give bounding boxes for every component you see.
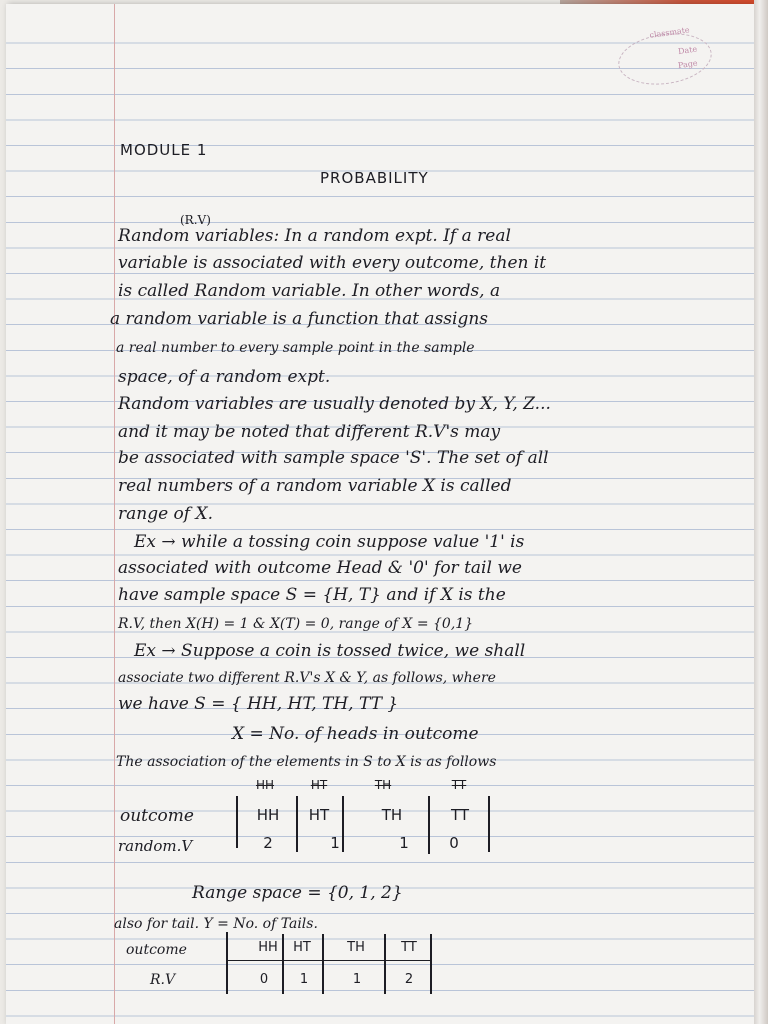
table-divider: [236, 796, 238, 848]
classmate-stamp: [615, 25, 715, 91]
table-divider: [296, 796, 298, 852]
table-cell: 0: [449, 834, 459, 852]
table-divider: [384, 934, 386, 994]
stamp-date: Date: [677, 44, 698, 57]
body-line: Ex → Suppose a coin is tossed twice, we shall: [134, 641, 526, 661]
table-col-header: TT: [401, 940, 417, 955]
table-cell: 2: [263, 834, 273, 852]
body-line: associate two different R.V's X & Y, as follows, where: [118, 670, 496, 686]
body-line: X = No. of heads in outcome: [232, 724, 479, 744]
table-divider: [488, 796, 490, 852]
row-label-rv: R.V: [150, 972, 176, 988]
table-col-header: TH: [381, 806, 403, 824]
page-edge: [754, 0, 768, 1024]
table-cell: 1: [330, 834, 340, 852]
body-line: real numbers of a random variable X is called: [118, 476, 512, 496]
range-space: Range space = {0, 1, 2}: [192, 883, 403, 903]
body-line: we have S = { HH, HT, TH, TT }: [118, 694, 399, 714]
table-cell: 1: [299, 972, 309, 987]
body-line: range of X.: [118, 504, 213, 524]
body-line: Random variables are usually denoted by X, Y, Z...: [118, 394, 551, 414]
body-line: Random variables: In a random expt. If a real: [118, 226, 511, 246]
row-label-outcome: outcome: [120, 806, 194, 826]
table-divider: [226, 932, 228, 994]
body-line: The association of the elements in S to X is as follows: [116, 754, 497, 770]
struck-header: TT: [451, 778, 467, 792]
table-divider: [430, 934, 432, 994]
page-title: PROBABILITY: [320, 169, 429, 187]
table-col-header: HT: [308, 806, 330, 824]
tail-line: also for tail. Y = No. of Tails.: [114, 916, 318, 932]
body-line: and it may be noted that different R.V's may: [118, 422, 501, 442]
table-cell: 1: [352, 972, 362, 987]
body-line: be associated with sample space 'S'. The set of all: [118, 448, 549, 468]
body-line: is called Random variable. In other words, a: [118, 281, 501, 301]
table-divider: [428, 796, 430, 854]
body-line: Ex → while a tossing coin suppose value '1' is: [134, 532, 525, 552]
table-cell: 1: [399, 834, 409, 852]
table-col-header: TH: [347, 940, 365, 955]
struck-header: HT: [310, 778, 328, 792]
table-col-header: HT: [293, 940, 311, 955]
body-line: variable is associated with every outcome, then it: [118, 253, 547, 273]
body-line: have sample space S = {H, T} and if X is the: [118, 585, 506, 605]
stamp-page: Page: [677, 58, 699, 71]
table-divider: [282, 934, 284, 994]
body-line: a random variable is a function that assigns: [110, 309, 489, 329]
table-col-header: TT: [450, 806, 470, 824]
row-label-outcome: outcome: [126, 942, 187, 958]
struck-header: HH: [255, 778, 275, 792]
rv-annotation: (R.V): [180, 213, 211, 227]
margin-line: [114, 4, 115, 1024]
row-label-random-v: random.V: [118, 837, 193, 855]
body-line: a real number to every sample point in the sample: [116, 340, 475, 356]
body-line: R.V, then X(H) = 1 & X(T) = 0, range of X = {0,1}: [118, 616, 474, 632]
table-col-header: HH: [258, 940, 278, 955]
body-line: space, of a random expt.: [118, 367, 331, 387]
table-rule: [226, 960, 432, 961]
stamp-brand: classmate: [648, 25, 691, 40]
module-heading: MODULE 1: [120, 141, 208, 159]
table-divider: [322, 934, 324, 994]
struck-header: TH: [374, 778, 392, 792]
table-col-header: HH: [256, 806, 280, 824]
table-cell: 2: [404, 972, 414, 987]
body-line: associated with outcome Head & '0' for tail we: [118, 558, 522, 578]
table-cell: 0: [259, 972, 269, 987]
